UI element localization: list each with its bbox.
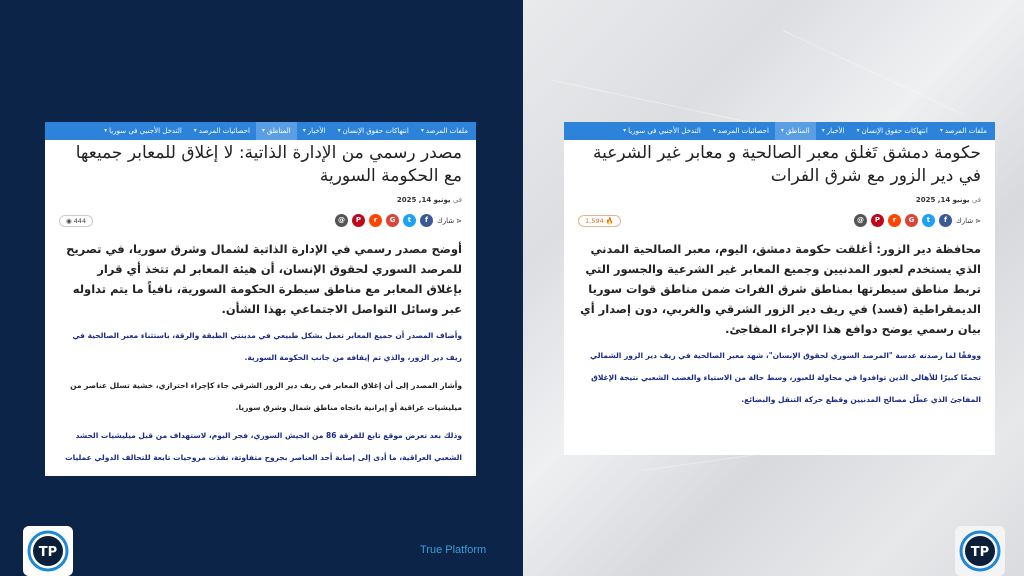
tp-logo-icon bbox=[25, 528, 71, 574]
share-icon: ⋖ bbox=[456, 216, 462, 225]
date-row bbox=[578, 196, 981, 204]
chevron-down-icon: ▾ bbox=[261, 127, 265, 134]
nav-item-label: التدخل الأجنبي في سوريا bbox=[628, 127, 701, 135]
chevron-down-icon: ▾ bbox=[623, 127, 627, 134]
chevron-down-icon: ▾ bbox=[420, 127, 424, 134]
nav-item-label: انتهاكات حقوق الإنسان bbox=[861, 127, 928, 135]
date-prefix: في bbox=[971, 196, 981, 204]
tp-logo-icon bbox=[957, 528, 1003, 574]
twitter-icon[interactable]: t bbox=[403, 214, 416, 227]
share-buttons bbox=[854, 214, 981, 227]
fire-icon: 🔥 bbox=[605, 216, 614, 225]
nav-item[interactable] bbox=[707, 122, 775, 140]
google-icon[interactable]: G bbox=[905, 214, 918, 227]
views-count: 444 bbox=[73, 216, 87, 225]
chevron-down-icon: ▾ bbox=[302, 127, 306, 134]
share-icon: ⋖ bbox=[975, 216, 981, 225]
views-badge bbox=[578, 215, 621, 227]
article-lead: محافظة دير الزور: أغلقت حكومة دمشق، اليوم، معبر الصالحية المدني الذي يستخدم لعبور المدنيين وجميع المعابر غير الشرعية والجسور التي تربط مناطق سيطرتها بمناطق شرق الفرات ضمن مناطق قوات سوريا الديمقراطية (قسد) في ريف دير الزور الشرقي والغربي، دون إصدار أي بيان رسمي يوضح دوافع هذا الإجراء المفاجئ. bbox=[580, 242, 981, 336]
views-badge bbox=[59, 215, 93, 227]
twitter-icon[interactable]: t bbox=[922, 214, 935, 227]
nav-item-label: احصائيات المرصد bbox=[717, 127, 769, 135]
social-icons bbox=[854, 214, 952, 227]
pinterest-icon[interactable]: P bbox=[871, 214, 884, 227]
chevron-down-icon: ▾ bbox=[856, 127, 860, 134]
nav-item[interactable] bbox=[851, 122, 934, 140]
nav-item-label: الأخبار bbox=[307, 127, 326, 135]
brand-logo bbox=[23, 526, 73, 576]
share-text: شارك bbox=[955, 216, 974, 225]
article-title: مصدر رسمي من الإدارة الذاتية: لا إغلاق للمعابر جميعها مع الحكومة السورية bbox=[75, 143, 462, 186]
email-icon[interactable]: @ bbox=[335, 214, 348, 227]
reddit-icon[interactable]: r bbox=[369, 214, 382, 227]
social-icons bbox=[335, 214, 433, 227]
share-label[interactable] bbox=[956, 217, 981, 225]
chevron-down-icon: ▾ bbox=[939, 127, 943, 134]
nav-item[interactable] bbox=[934, 122, 993, 140]
share-label[interactable] bbox=[437, 217, 462, 225]
date-prefix: في bbox=[452, 196, 462, 204]
chevron-down-icon: ▾ bbox=[821, 127, 825, 134]
article-paragraph: وأضاف المصدر أن جميع المعابر تعمل بشكل طبيعي في مدينتي الطبقة والرقة، باستثناء معبر الصالحية في ريف دير الزور، والذي تم إيقافه من جانب الحكومة السورية. bbox=[72, 331, 462, 362]
chevron-down-icon: ▾ bbox=[780, 127, 784, 134]
nav-item-label: ملفات المرصد bbox=[425, 127, 468, 135]
main-nav bbox=[564, 122, 995, 140]
reddit-icon[interactable]: r bbox=[888, 214, 901, 227]
eye-icon: ◉ bbox=[66, 216, 72, 225]
pinterest-icon[interactable]: P bbox=[352, 214, 365, 227]
chevron-down-icon: ▾ bbox=[104, 127, 108, 134]
left-article-panel bbox=[45, 122, 476, 476]
facebook-icon[interactable]: f bbox=[420, 214, 433, 227]
article-title: حكومة دمشق تَغلق معبر الصالحية و معابر غير الشرعية في دير الزور مع شرق الفرات bbox=[593, 143, 981, 186]
article-paragraph: وأشار المصدر إلى أن إغلاق المعابر في ريف دير الزور الشرقي جاء كإجراء احترازي، خشية تسلل عناصر من ميليشيات عراقية أو إيرانية باتجاه مناطق شمال وشرق سوريا. bbox=[70, 381, 462, 412]
article-date: يونيو 14, 2025 bbox=[396, 196, 451, 204]
nav-item-label: ملفات المرصد bbox=[944, 127, 987, 135]
nav-item[interactable] bbox=[98, 122, 188, 140]
article-lead: أوضح مصدر رسمي في الإدارة الذاتية لشمال وشرق سوريا، في تصريح للمرصد السوري لحقوق الإنسان، أن هيئة المعابر لم تتخذ أي قرار بإغلاق المعابر مع مناطق سيطرة الحكومة السورية، نافياً ما يتم تداوله عبر وسائل التواصل الاجتماعي بهذا الشأن. bbox=[66, 242, 462, 316]
nav-item[interactable] bbox=[256, 122, 297, 140]
google-icon[interactable]: G bbox=[386, 214, 399, 227]
facebook-icon[interactable]: f bbox=[939, 214, 952, 227]
date-row bbox=[59, 196, 462, 204]
article-date: يونيو 14, 2025 bbox=[915, 196, 970, 204]
share-text: شارك bbox=[436, 216, 455, 225]
nav-item-label: احصائيات المرصد bbox=[198, 127, 250, 135]
nav-item-label: انتهاكات حقوق الإنسان bbox=[342, 127, 409, 135]
nav-item[interactable] bbox=[188, 122, 256, 140]
nav-item[interactable] bbox=[775, 122, 816, 140]
chevron-down-icon: ▾ bbox=[193, 127, 197, 134]
article-paragraph: ووفقًا لما رصدته عدسة "المرصد السوري لحقوق الإنسان"، شهد معبر الصالحية في ريف دير الزور الشمالي تجمعًا كبيرًا للأهالي الذين توافدوا في محاولة للعبور، وسط حالة من الاستياء والغضب الشعبي نتيجة الإغلاق المفاجئ الذي عطّل مصالح المدنيين وقطع حركة التنقل والبضائع. bbox=[590, 351, 981, 404]
share-row bbox=[59, 214, 462, 227]
views-count: 1,594 bbox=[585, 216, 604, 225]
share-row bbox=[578, 214, 981, 227]
nav-item-label: المناطق bbox=[266, 127, 291, 135]
right-article-panel bbox=[564, 122, 995, 455]
nav-item[interactable] bbox=[816, 122, 851, 140]
main-nav bbox=[45, 122, 476, 140]
nav-item[interactable] bbox=[297, 122, 332, 140]
nav-item-label: التدخل الأجنبي في سوريا bbox=[109, 127, 182, 135]
platform-caption: True Platform bbox=[420, 544, 487, 556]
chevron-down-icon: ▾ bbox=[712, 127, 716, 134]
nav-item-label: المناطق bbox=[785, 127, 810, 135]
chevron-down-icon: ▾ bbox=[337, 127, 341, 134]
nav-item-label: الأخبار bbox=[826, 127, 845, 135]
article-paragraph: وذلك بعد تعرض موقع تابع للفرقة 86 من الجيش السوري، فجر اليوم، لاستهداف من قبل ميليشيات الحشد الشعبي العراقية، ما أدى إلى إصابة أحد العناصر بجروح متفاوتة، نفذت مروحيات تابعة للتحالف الدولي عمليات bbox=[65, 431, 462, 462]
brand-logo bbox=[955, 526, 1005, 576]
nav-item[interactable] bbox=[415, 122, 474, 140]
nav-item[interactable] bbox=[617, 122, 707, 140]
share-buttons bbox=[335, 214, 462, 227]
logo-text: TP bbox=[970, 545, 990, 560]
nav-item[interactable] bbox=[332, 122, 415, 140]
email-icon[interactable]: @ bbox=[854, 214, 867, 227]
logo-text: TP bbox=[38, 545, 58, 560]
